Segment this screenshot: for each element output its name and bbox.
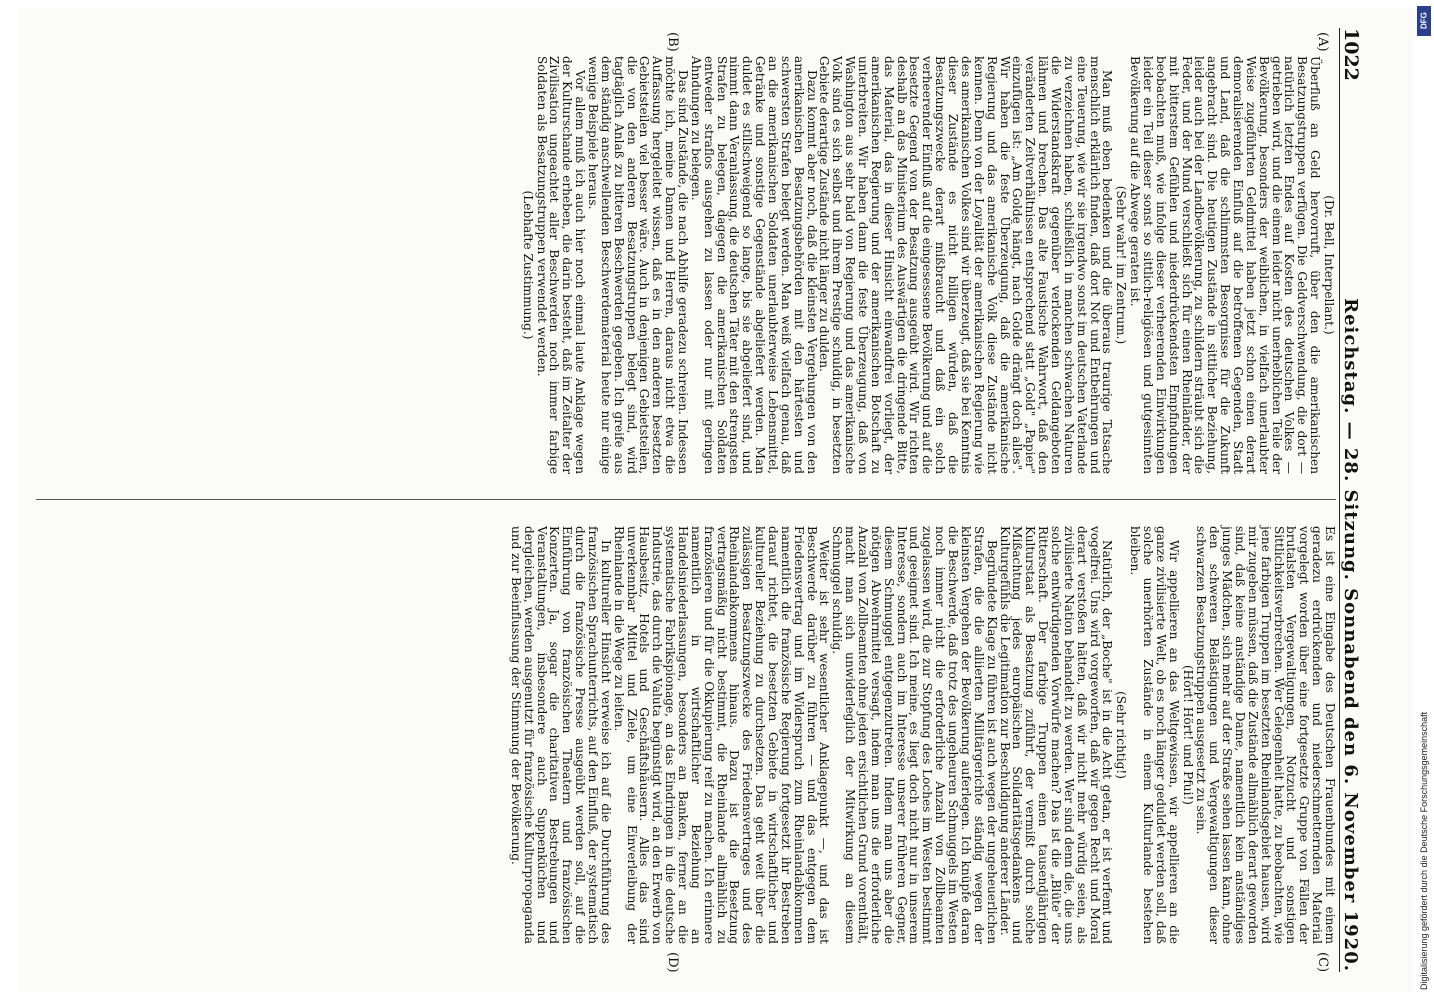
page-header [1339,28,1372,972]
paragraph: Überfluß an Geld hervorruft, über den die amerikanischen Besatzungstruppen verfügen. Die Geldverschwendung, die dort — natürlich letzten Endes auf Kosten des deutschen Volkes — getrieben wird, und die einem leider nicht unerheblichen Teile der Bevölkerung, besonders der weiblichen, in vielfach unerlaubter Weise zugeführten Geldmittel haben jetzt schon einen derart demoralisierenden Einfluß auf die betroffenen Gegenden, Stadt und Land, daß die schlimmsten Besorgnisse für die Zukunft angebracht sind. Die heutigen Zustände in sittlicher Beziehung, leider auch bei der Landbevölkerung, zu schildern sträubt sich die Feder, und der Mund verschließt sich für einen Rheinländer, der mit bitterstem Gefühlen und niederdrückendsten Empfindungen beobachten muß, wie infolge dieser verheerenden Einwirkungen leider ein Teil dieser sonst so sittlich-religiösen und gutgesinnten Bevölkerung auf die Abwege geraten ist. [1128,56,1323,474]
margin-marker-c: (C) [1315,952,1330,973]
margin-marker-a: (A) [1315,32,1330,52]
paragraph: Das sind Zustände, die nach Abhilfe geradezu schreien. Indessen möchte ich, meine Damen und Herren, daraus nicht etwa die Auffassung hergeleitet wissen, daß es in den anderen besetzten Gebietsteilen viel besser wäre. Auch in denjenigen Gebietsteilen, die von den anderen Besatzungstruppen belegt sind, wird tagtäglich Anlaß zu bitteren Beschwerden gegeben. Ich greife aus dem ständig anschwellenden Beschwerdematerial heute nur einige wenige Beispiele heraus. [586,56,691,474]
column-divider [36,499,1336,500]
paragraph: Wir appellieren an das Weltgewissen, wir appellieren an die ganze zivilisierte Welt, ob es noch länger geduldet werden soll, daß solche unerhörten Zustände in einem Kulturlande bestehen bleiben. [1128,526,1181,944]
right-column [36,526,1336,944]
paragraph: Dazu kommt aber noch, daß die kleinsten Vergehungen von den amerikanischen Besatzungsbehörden mit den härtesten und schwersten Strafen belegt werden. Man weiß vielfach genau, daß an die amerikanischen Soldaten unerlaubterweise Lebensmittel, Getränke und sonstige Gegenstände abgeliefert werden. Man duldet es stillschweigend so lange, bis sie abgeliefert sind, und nimmt dann Veranlassung, die deutschen Täter mit den strengsten Strafen zu belegen, dagegen die amerikanischen Soldaten entweder straflos ausgehen zu lassen oder nur mit geringen Ahndungen zu belegen. [688,56,819,474]
interjection: (Sehr wahr! im Zentrum.) [1114,185,1129,345]
scanned-page [18,8,1413,992]
paragraph: In kultureller Hinsicht verweise ich auf die Durchführung des französischen Sprachunterrichts, auf den Einfluß, der systematisch durch die französische Presse ausgeübt werden soll, auf die Einführung von französischen Theatern und französischen Konzerten. Ja, sogar die charitativen Bestrebungen und Veranstaltungen, insbesondere auch Suppenküchen und dergleichen, werden ausgenutzt für französische Kulturpropaganda und zur Beeinflussung der Stimmung der Bevölkerung. [508,526,613,944]
paragraph: Weiter ist sehr wesentlicher Anklagepunkt —, und das ist Beschwerde darüber zu führen — und das entgegen dem Friedensvertrag und im Widerspruch zum Rheinlandabkommen namentlich die französische Regierung fortgesetzt ihr Bestreben darauf richtet, die besetzten Gebiete in wirtschaftlicher und kultureller Beziehung zu durchsetzen. Das geht weit über die zulässigen Besatzungszwecke des Friedensvertrages und des Rheinlandabkommens hinaus. Dazu ist die Besetzung vertragsmäßig nicht bestimmt, die Rheinlande allmählich zu französieren und für die Okkupierung reif zu machen. Ich erinnere namentlich in wirtschaftlicher Beziehung an Handelsniederlassungen, besonders an Banken, ferner an die systematische Fabrikspionage, an das Eindringen in die deutsche Industrie, das durch die Valuta begünstigt wird, an den Erwerb von Hausbesitz, Hotels und Geschäftshäusern. Alles das sind unverkennbar Mittel und Ziele, um eine Einverleibung der Rheinlande in die Wege zu leiten. [611,526,832,944]
paragraph: Man muß eben bedenken und die überaus traurige Tatsache menschlich erklärlich finden, daß dort Not und Entbehrungen und eine Teuerung, wie wir sie irgendwo sonst im deutschen Vaterlande zu verzeichnen haben, schließlich in manchen schwachen Naturen die Widerstandskraft gegenüber verlockenden Geldangeboten lähmen und brechen. Das alte Faustische Wahrwort, daß den veränderten Zeitverhältnissen entsprechend statt „Gold" „Papier" einzufügen ist: „Am Golde hängt, nach Golde drängt doch alles". Wir haben die feste Überzeugung, daß die amerikanische Regierung und das amerikanische Volk diese Zustände nicht kennen. Denn von der Loyalität der amerikanischen Regierung wie des amerikanischen Volkes sind wir überzeugt, daß sie bei Kenntnis dieser Zustände es nicht billigen würden, daß die Besatzungszwecke derart mißbraucht und daß ein solch verheerender Einfluß auf die eingesessene Bevölkerung und auf die besetzte Gegend von der Besatzung ausgeübt wird. Wir richten deshalb an das Ministerium des Auswärtigen die dringende Bitte, das Material, das in dieser Hinsicht einwandfrei vorliegt, der amerikanischen Regierung und der amerikanischen Botschaft zu unterbreiten. Wir haben dann die feste Überzeugung, daß von Washington aus sehr bald von Regierung und das amerikanische Volk sind es sich selbst und ihrem Prestige schuldig, in besetzten Gebiete derartige Zustände nicht länger zu dulden. [817,56,1115,474]
margin-marker-d: (D) [665,952,680,973]
rotated-document [18,8,1380,992]
left-column [36,56,1336,474]
paragraph: Begründete Klage zu führen ist auch wegen der ungeheuerlichen Strafen, die die alliierten Militärgerichte ständig wegen der kleinsten Vergehen der Bevölkerung auferlegen. Ich knüpfe daran die Beschwerde, daß trotz des ungeheuren Schmuggels im Westen noch immer nicht die erforderliche Anzahl von Zollbeamten zugelassen wird, die zur Stopfung des Loches im Westen bestimmt und geeignet sind. Ich meine, es liegt doch nicht nur in unserem Interesse, sondern auch im Interesse unserer früheren Gegner, diesem Schmuggel entgegenzutreten. Indem man uns aber die nötigen Abwehrmittel versagt, indem man uns die erforderliche Anzahl von Zollbeamten ohne jeden ersichtlichen Grund vorenthält, macht man sich unwiderleglich der Mitwirkung an diesem Schmuggel schuldig. [830,526,999,944]
logo-text: DFG [1419,12,1429,30]
credit-text: Digitalisierung gefördert durch die Deutsche Forschungsgemeinschaft [1419,711,1429,990]
speaker-note: (Dr. Bell, Interpellant.) [1322,195,1336,335]
margin-marker-b: (B) [665,32,680,52]
running-title: Reichstag. — 28. Sitzung. Sonnabend den 6. November 1920. [1340,298,1361,972]
paragraph: Vor allem muß ich auch hier noch einmal laute Anklage wegen der Kulturschande erheben, die darin besteht, daß im Zeitalter der Zivilisation ungeachtet aller Beschwerden noch immer farbige Soldaten als Besatzungstruppen verwendet werden. [534,56,588,474]
interjection: (Lebhafte Zustimmung.) [520,190,535,340]
interjection: (Hört! Hört! und Pfui!) [1180,664,1195,806]
page-number: 1022 [1340,28,1362,81]
digitization-credit [1417,10,1431,990]
interjection: (Sehr richtig!) [1114,691,1129,779]
dfg-logo-icon [1417,6,1431,36]
paragraph: Es ist eine Eingabe des Deutschen Frauenbundes mit einem geradezu erdrückenden und niederschmetternden Material vorgelegt worden über eine fortgesetzte Gruppe von Fällen der brutalsten Vergewaltigungen, Notzucht und sonstigen Sittlichkeitsverbrechen. Wer Gelegenheit hatte, zu beobachten, wie jene farbigen Truppen im besetzten Rheinlandsgebiet hausen, wird mir zugeben müssen, daß die Zustände allmählich derart geworden sind, daß keine anständige Dame, namentlich kein anständiges junges Mädchen, sich mehr auf der Straße sehen lassen kann, ohne den schweren Belästigungen und Vergewaltigungen dieser schwarzen Besatzungstruppen ausgesetzt zu sein. [1194,526,1337,944]
paragraph: Natürlich, der „Boche" ist in die Acht getan, er ist verfemt und vogelfrei. Uns wird vorgeworfen, daß wir gegen Recht und Moral derart verstoßen hätten, daß wir nicht mehr würdig seien, als zivilisierte Nation behandelt zu werden. Wer sind denn die, die uns solche entwürdigenden Vorwürfe machen? Das ist die „Blüte" der Ritterschaft. Der farbige Truppen einen tausendjährigen Kulturstaat als Besatzung zuführt, der vermißt durch solche Mißachtung jedes europäischen Solidaritätsgedankens und Kulturgefühls die Legitimation zur Beschuldigung anderer Länder. [997,526,1115,944]
